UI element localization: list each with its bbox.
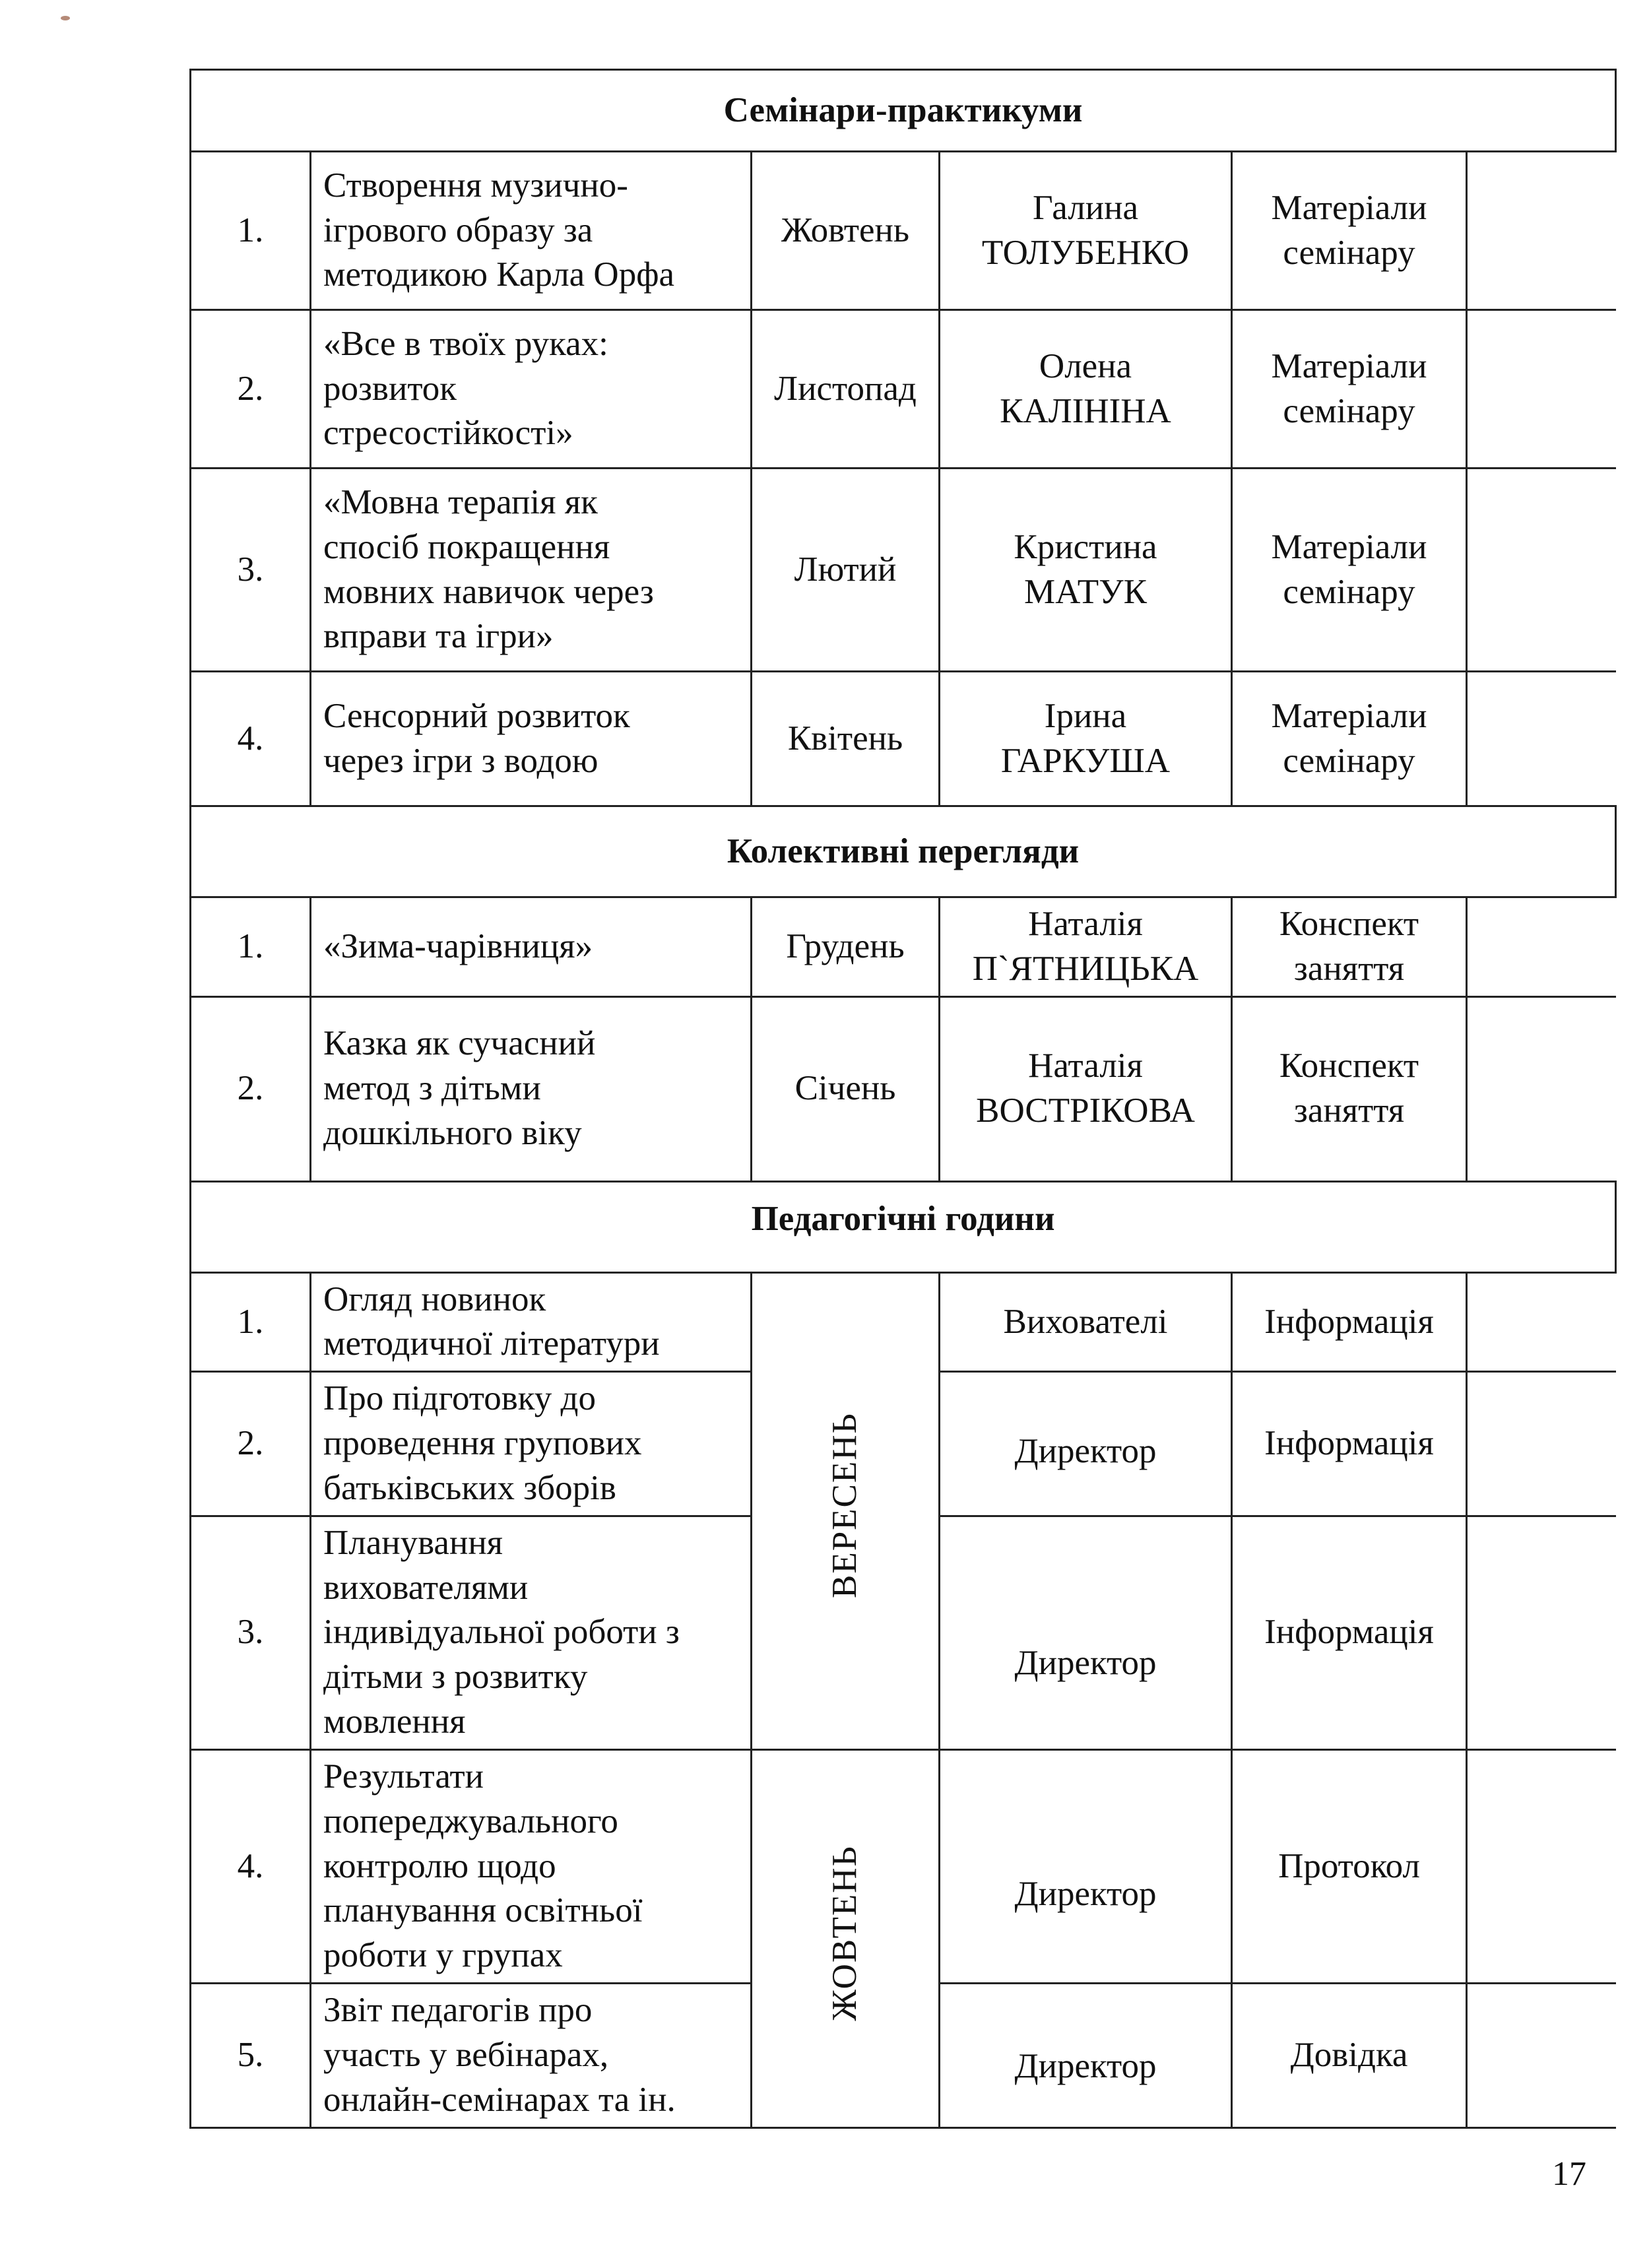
row-note [1467, 996, 1616, 1181]
row-number: 3. [191, 1516, 311, 1749]
row-note [1467, 1749, 1616, 1983]
row-responsible: Директор [940, 1984, 1232, 2127]
table-row [191, 1749, 1616, 1983]
row-responsible: Директор [940, 1372, 1232, 1516]
row-theme: Про підготовку до проведення групових батьківських зборів [311, 1372, 752, 1516]
row-responsible: Наталія П`ЯТНИЦЬКА [940, 897, 1232, 997]
row-form: Інформація [1232, 1272, 1467, 1372]
row-responsible: Олена КАЛІНІНА [940, 310, 1232, 469]
row-number: 1. [191, 152, 311, 310]
row-theme: «Мовна терапія як спосіб покращення мовних навичок через вправи та ігри» [311, 469, 752, 672]
plan-table [189, 69, 1617, 2129]
scan-speck [61, 16, 70, 20]
row-note [1467, 1516, 1616, 1749]
row-form: Матеріали семінару [1232, 152, 1467, 310]
row-theme: Результати попереджувального контролю щодо планування освітньої роботи у групах [311, 1749, 752, 1983]
row-number: 2. [191, 310, 311, 469]
row-number: 2. [191, 1372, 311, 1516]
row-theme: Казка як сучасний метод з дітьми дошкільного віку [311, 996, 752, 1181]
row-date: Листопад [752, 310, 940, 469]
row-form: Матеріали семінару [1232, 672, 1467, 806]
table-row [191, 152, 1616, 310]
row-form: Матеріали семінару [1232, 469, 1467, 672]
table-row [191, 996, 1616, 1181]
row-date: Січень [752, 996, 940, 1181]
row-theme: Планування вихователями індивідуальної роботи з дітьми з розвитку мовлення [311, 1516, 752, 1749]
row-number: 3. [191, 469, 311, 672]
row-form: Конспект заняття [1232, 897, 1467, 997]
row-responsible: Директор [940, 1749, 1232, 1983]
row-form: Довідка [1232, 1984, 1467, 2127]
row-responsible: Ірина ГАРКУША [940, 672, 1232, 806]
row-note [1467, 469, 1616, 672]
row-number: 1. [191, 897, 311, 997]
row-theme: «Зима-чарівниця» [311, 897, 752, 997]
row-date: Квітень [752, 672, 940, 806]
row-date: Лютий [752, 469, 940, 672]
row-date: Грудень [752, 897, 940, 997]
page-number: 17 [1552, 2155, 1586, 2193]
row-theme: Сенсорний розвиток через ігри з водою [311, 672, 752, 806]
row-number: 4. [191, 672, 311, 806]
row-note [1467, 672, 1616, 806]
row-theme: Огляд новинок методичної літератури [311, 1272, 752, 1372]
row-number: 2. [191, 996, 311, 1181]
row-theme: Звіт педагогів про участь у вебінарах, онлайн-семінарах та ін. [311, 1984, 752, 2127]
row-form: Інформація [1232, 1372, 1467, 1516]
row-note [1467, 1372, 1616, 1516]
row-note [1467, 1984, 1616, 2127]
month-october: ЖОВТЕНЬ [752, 1749, 940, 2127]
row-date: Жовтень [752, 152, 940, 310]
row-responsible: Кристина МАТУК [940, 469, 1232, 672]
row-note [1467, 152, 1616, 310]
table-row [191, 469, 1616, 672]
table-row [191, 310, 1616, 469]
table-row [191, 897, 1616, 997]
row-form: Протокол [1232, 1749, 1467, 1983]
row-form: Матеріали семінару [1232, 310, 1467, 469]
table-row [191, 672, 1616, 806]
row-number: 1. [191, 1272, 311, 1372]
section-title-ped-hours: Педагогічні години [191, 1181, 1616, 1272]
row-note [1467, 310, 1616, 469]
row-number: 5. [191, 1984, 311, 2127]
row-note [1467, 897, 1616, 997]
section-title-reviews: Колективні перегляди [191, 806, 1616, 897]
row-theme: Створення музично- ігрового образу за методикою Карла Орфа [311, 152, 752, 310]
section-title-seminars: Семінари-практикуми [191, 70, 1616, 152]
row-responsible: Директор [940, 1516, 1232, 1749]
row-responsible: Галина ТОЛУБЕНКО [940, 152, 1232, 310]
table-row [191, 1272, 1616, 1372]
row-theme: «Все в твоїх руках: розвиток стресостійкості» [311, 310, 752, 469]
row-form: Інформація [1232, 1516, 1467, 1749]
row-responsible: Вихователі [940, 1272, 1232, 1372]
row-form: Конспект заняття [1232, 996, 1467, 1181]
row-number: 4. [191, 1749, 311, 1983]
row-note [1467, 1272, 1616, 1372]
row-responsible: Наталія ВОСТРІКОВА [940, 996, 1232, 1181]
month-september: ВЕРЕСЕНЬ [752, 1272, 940, 1749]
